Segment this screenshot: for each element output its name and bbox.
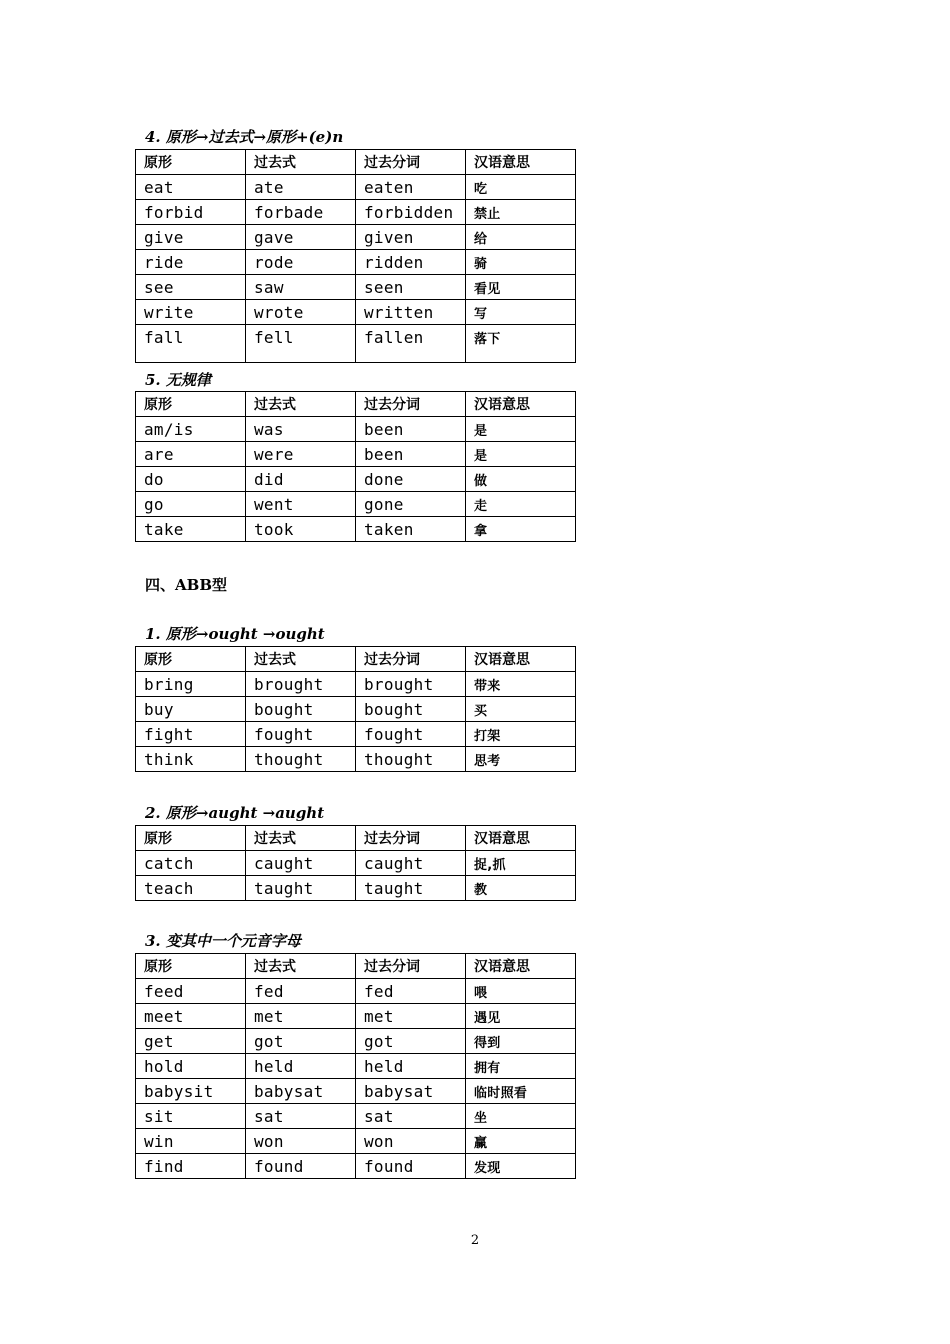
table-row [136, 417, 576, 442]
table-cell: bought [356, 697, 466, 722]
table-row [136, 200, 576, 225]
table-row [136, 979, 576, 1004]
table-row [136, 876, 576, 901]
verb-table-1 [135, 646, 576, 772]
header-chinese-meaning: 汉语意思 [466, 392, 576, 417]
table-cell: give [136, 225, 246, 250]
header-chinese-meaning: 汉语意思 [466, 150, 576, 175]
header-past-tense: 过去式 [246, 392, 356, 417]
header-past-participle: 过去分词 [356, 150, 466, 175]
table-cell: sat [246, 1104, 356, 1129]
table-cell: take [136, 517, 246, 542]
header-chinese-meaning: 汉语意思 [466, 954, 576, 979]
table-cell: are [136, 442, 246, 467]
table-cell: 教 [466, 876, 576, 901]
table-cell: bought [246, 697, 356, 722]
section-title-3: 3. 变其中一个元音字母 [145, 932, 301, 950]
table-cell: 禁止 [466, 200, 576, 225]
table-cell: fell [246, 325, 356, 363]
table-cell: 打架 [466, 722, 576, 747]
table-header-row [136, 826, 576, 851]
table-cell: sit [136, 1104, 246, 1129]
table-cell: 拿 [466, 517, 576, 542]
section-title-1: 1. 原形→ought →ought [145, 625, 325, 643]
table-row [136, 697, 576, 722]
table-cell: hold [136, 1054, 246, 1079]
table-row [136, 1129, 576, 1154]
table-cell: met [356, 1004, 466, 1029]
table-cell: am/is [136, 417, 246, 442]
header-chinese-meaning: 汉语意思 [466, 647, 576, 672]
table-cell: feed [136, 979, 246, 1004]
table-row [136, 1029, 576, 1054]
table-cell: found [356, 1154, 466, 1179]
table-cell: 走 [466, 492, 576, 517]
table-cell: fallen [356, 325, 466, 363]
table-cell: 是 [466, 417, 576, 442]
table-cell: go [136, 492, 246, 517]
table-row [136, 442, 576, 467]
table-row [136, 722, 576, 747]
table-cell: ridden [356, 250, 466, 275]
page-number: 2 [470, 1233, 480, 1248]
table-row [136, 467, 576, 492]
header-past-participle: 过去分词 [356, 647, 466, 672]
table-cell: caught [246, 851, 356, 876]
table-cell: forbid [136, 200, 246, 225]
table-cell: held [356, 1054, 466, 1079]
table-cell: 遇见 [466, 1004, 576, 1029]
table-cell: 拥有 [466, 1054, 576, 1079]
table-cell: taught [356, 876, 466, 901]
table-cell: find [136, 1154, 246, 1179]
table-cell: thought [246, 747, 356, 772]
table-cell: eaten [356, 175, 466, 200]
table-cell: found [246, 1154, 356, 1179]
table-cell: won [246, 1129, 356, 1154]
table-cell: fight [136, 722, 246, 747]
table-cell: wrote [246, 300, 356, 325]
table-cell: 看见 [466, 275, 576, 300]
table-cell: bring [136, 672, 246, 697]
table-cell: sat [356, 1104, 466, 1129]
table-row [136, 517, 576, 542]
table-cell: was [246, 417, 356, 442]
table-cell: done [356, 467, 466, 492]
table-cell: given [356, 225, 466, 250]
table-cell: forbidden [356, 200, 466, 225]
table-cell: 得到 [466, 1029, 576, 1054]
table-cell: 骑 [466, 250, 576, 275]
table-cell: were [246, 442, 356, 467]
table-cell: thought [356, 747, 466, 772]
table-header-row [136, 954, 576, 979]
table-header-row [136, 150, 576, 175]
section-title-2: 2. 原形→aught →aught [145, 804, 325, 822]
table-cell: 落下 [466, 325, 576, 363]
table-cell: been [356, 442, 466, 467]
table-cell: fought [356, 722, 466, 747]
table-cell: gone [356, 492, 466, 517]
table-cell: 坐 [466, 1104, 576, 1129]
table-row [136, 672, 576, 697]
section-title-4: 4. 原形→过去式→原形+(e)n [145, 128, 344, 146]
table-row [136, 1079, 576, 1104]
table-row [136, 747, 576, 772]
table-cell: ride [136, 250, 246, 275]
table-cell: ate [246, 175, 356, 200]
header-base-form: 原形 [136, 392, 246, 417]
table-cell: think [136, 747, 246, 772]
table-cell: win [136, 1129, 246, 1154]
header-base-form: 原形 [136, 647, 246, 672]
table-row [136, 1004, 576, 1029]
table-cell: fought [246, 722, 356, 747]
table-cell: rode [246, 250, 356, 275]
table-cell: 买 [466, 697, 576, 722]
table-cell: taught [246, 876, 356, 901]
table-cell: 赢 [466, 1129, 576, 1154]
table-row [136, 250, 576, 275]
table-cell: 是 [466, 442, 576, 467]
table-cell: took [246, 517, 356, 542]
header-past-tense: 过去式 [246, 826, 356, 851]
table-cell: babysit [136, 1079, 246, 1104]
table-cell: do [136, 467, 246, 492]
table-cell: babysat [356, 1079, 466, 1104]
table-cell: did [246, 467, 356, 492]
table-cell: 喂 [466, 979, 576, 1004]
header-past-tense: 过去式 [246, 150, 356, 175]
verb-table-5 [135, 391, 576, 542]
table-cell: caught [356, 851, 466, 876]
table-cell: brought [246, 672, 356, 697]
table-cell: babysat [246, 1079, 356, 1104]
header-base-form: 原形 [136, 826, 246, 851]
table-cell: 写 [466, 300, 576, 325]
table-cell: 发现 [466, 1154, 576, 1179]
table-row [136, 325, 576, 363]
table-cell: 给 [466, 225, 576, 250]
table-cell: meet [136, 1004, 246, 1029]
table-row [136, 492, 576, 517]
table-row [136, 225, 576, 250]
heading-abb: 四、ABB型 [145, 576, 227, 594]
table-cell: teach [136, 876, 246, 901]
table-cell: got [246, 1029, 356, 1054]
table-row [136, 300, 576, 325]
table-cell: been [356, 417, 466, 442]
table-cell: 捉,抓 [466, 851, 576, 876]
table-cell: went [246, 492, 356, 517]
table-cell: held [246, 1054, 356, 1079]
table-row [136, 1104, 576, 1129]
header-past-tense: 过去式 [246, 954, 356, 979]
table-cell: won [356, 1129, 466, 1154]
table-cell: get [136, 1029, 246, 1054]
verb-table-3 [135, 953, 576, 1179]
header-base-form: 原形 [136, 150, 246, 175]
table-row [136, 175, 576, 200]
table-row [136, 1154, 576, 1179]
table-cell: 思考 [466, 747, 576, 772]
header-past-participle: 过去分词 [356, 392, 466, 417]
table-cell: got [356, 1029, 466, 1054]
table-cell: brought [356, 672, 466, 697]
table-cell: met [246, 1004, 356, 1029]
table-cell: 做 [466, 467, 576, 492]
verb-table-4 [135, 149, 576, 363]
table-header-row [136, 392, 576, 417]
table-cell: catch [136, 851, 246, 876]
header-past-participle: 过去分词 [356, 826, 466, 851]
table-cell: forbade [246, 200, 356, 225]
table-row [136, 1054, 576, 1079]
table-cell: saw [246, 275, 356, 300]
table-cell: see [136, 275, 246, 300]
table-cell: 临时照看 [466, 1079, 576, 1104]
table-row [136, 851, 576, 876]
table-cell: fall [136, 325, 246, 363]
table-cell: taken [356, 517, 466, 542]
table-cell: written [356, 300, 466, 325]
verb-table-2 [135, 825, 576, 901]
table-row [136, 275, 576, 300]
table-cell: fed [246, 979, 356, 1004]
table-cell: gave [246, 225, 356, 250]
table-cell: 带来 [466, 672, 576, 697]
header-base-form: 原形 [136, 954, 246, 979]
table-cell: seen [356, 275, 466, 300]
table-header-row [136, 647, 576, 672]
header-past-tense: 过去式 [246, 647, 356, 672]
table-cell: fed [356, 979, 466, 1004]
table-cell: 吃 [466, 175, 576, 200]
table-cell: write [136, 300, 246, 325]
header-past-participle: 过去分词 [356, 954, 466, 979]
section-title-5: 5. 无规律 [145, 371, 211, 389]
table-cell: buy [136, 697, 246, 722]
header-chinese-meaning: 汉语意思 [466, 826, 576, 851]
table-cell: eat [136, 175, 246, 200]
